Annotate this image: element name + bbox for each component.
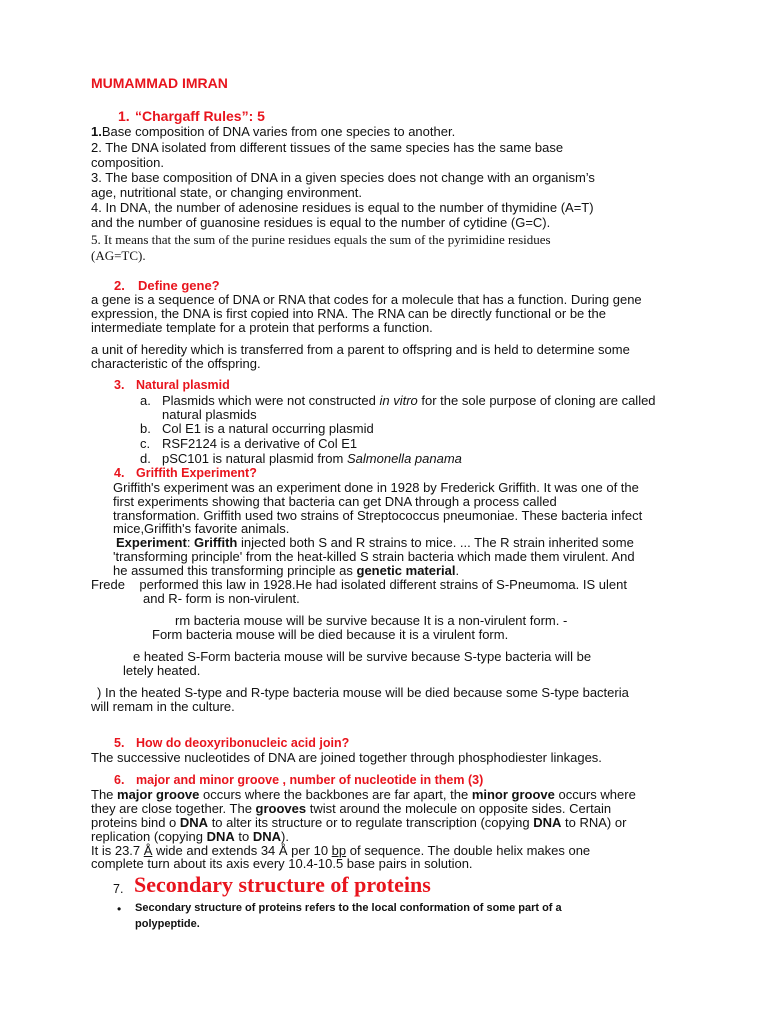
gene-definition-line-1: a gene is a sequence of DNA or RNA that codes for a molecule that has a function. During gene: [91, 292, 642, 307]
griffith-line-7-period: .: [455, 563, 460, 578]
groove-line-5-c: wide and extends 34 Å per 10: [152, 843, 332, 858]
groove-line-2-a: they are close together. The: [91, 801, 256, 816]
plasmid-item-a-text-cont: for the sole purpose of cloning are called: [417, 393, 656, 408]
dna-join-answer: The successive nucleotides of DNA are joined together through phosphodiester linkages.: [91, 750, 602, 765]
gene-definition-line-3: intermediate template for a protein that performs a function.: [91, 320, 433, 335]
chargaff-rule-1: [91, 125, 455, 140]
rule-1-text: Base composition of DNA varies from one species to another.: [101, 124, 456, 139]
griffith-line-7-text: he assumed this transforming principle as: [113, 563, 357, 578]
bp-unit: bp: [331, 843, 347, 858]
groove-line-5-a: It is 23.7: [91, 843, 144, 858]
griffith-line-2: first experiments showing that bacteria can get DNA through a process called: [113, 494, 557, 509]
dna-term: DNA: [252, 829, 282, 844]
dna-term: DNA: [206, 829, 235, 844]
gene-heredity-line-2: characteristic of the offspring.: [91, 356, 261, 371]
section-4-number: 4.: [114, 466, 125, 480]
section-2-heading: Define gene?: [138, 278, 220, 293]
dna-term: DNA: [533, 815, 562, 830]
gene-heredity-line-1: a unit of heredity which is transferred from a parent to offspring and is held to determine some: [91, 342, 630, 357]
list-marker-a: a.: [140, 393, 151, 408]
plasmid-item-a-line-2: natural plasmids: [162, 407, 257, 422]
experiment-colon: :: [186, 535, 195, 550]
chargaff-rule-3-line-2: age, nutritional state, or changing environment.: [91, 185, 363, 200]
griffith-line-1: Griffith's experiment was an experiment done in 1928 by Frederick Griffith. It was one of the: [113, 480, 639, 495]
chargaff-rule-4-line-1: 4. In DNA, the number of adenosine residues is equal to the number of thymidine (A=T): [91, 200, 594, 215]
secondary-structure-line-2: polypeptide.: [135, 918, 200, 930]
list-marker-c: c.: [140, 436, 151, 451]
frede-line-1: Frede performed this law in 1928.He had isolated different strains of S-Pneumoma. IS ulent: [91, 577, 627, 592]
section-1-number: 1.: [118, 108, 130, 124]
groove-line-5-e: of sequence. The double helix makes one: [346, 843, 591, 858]
angstrom-unit: Å: [143, 843, 153, 858]
section-6-heading: major and minor groove , number of nucleotide in them (3): [136, 773, 484, 787]
frede-line-8: will remam in the culture.: [91, 699, 235, 714]
experiment-text: injected both S and R strains to mice. ... The R strain inherited some: [237, 535, 634, 550]
in-vitro-term: in vitro: [379, 393, 418, 408]
groove-line-2-c: twist around the molecule on opposite sides. Certain: [306, 801, 612, 816]
experiment-label: Experiment: [116, 535, 187, 550]
frede-line-3: rm bacteria mouse will be survive because It is a non-virulent form. -: [175, 613, 568, 628]
secondary-structure-line-1: Secondary structure of proteins refers to the local conformation of some part of a: [135, 902, 562, 914]
frede-line-7: ) In the heated S-type and R-type bacteria mouse will be died because some S-type bacteria: [97, 685, 629, 700]
frede-line-5: e heated S-Form bacteria mouse will be survive because S-type bacteria will be: [133, 649, 592, 664]
list-marker-d: d.: [140, 451, 151, 466]
chargaff-rule-2-line-2: composition.: [91, 155, 164, 170]
rule-1-number: 1.: [91, 124, 102, 139]
section-5-number: 5.: [114, 736, 125, 750]
frede-line-6: letely heated.: [123, 663, 201, 678]
chargaff-rule-5-line-2: (AG=TC).: [91, 248, 146, 263]
gene-definition-line-2: expression, the DNA is first copied into RNA. The RNA can be directly functional or be the: [91, 306, 606, 321]
frede-line-2: and R- form is non-virulent.: [143, 591, 300, 606]
author-name: MUMAMMAD IMRAN: [91, 75, 228, 91]
groove-line-4-e: ).: [281, 829, 289, 844]
groove-line-3-a: proteins bind o: [91, 815, 180, 830]
section-6-number: 6.: [114, 773, 125, 787]
minor-groove-term: minor groove: [471, 787, 555, 802]
chargaff-rule-3-line-1: 3. The base composition of DNA in a given species does not change with an organism’s: [91, 170, 595, 185]
groove-line-1-c: occurs where the backbones are far apart, the: [199, 787, 472, 802]
groove-line-1-a: The: [91, 787, 118, 802]
salmonella-term: Salmonella panama: [346, 451, 462, 466]
chargaff-rule-5-line-1: 5. It means that the sum of the purine residues equals the sum of the pyrimidine residues: [91, 232, 551, 247]
section-2-number: 2.: [114, 278, 125, 293]
section-7-heading: Secondary structure of proteins: [134, 872, 431, 897]
dna-term: DNA: [179, 815, 209, 830]
section-5-heading: How do deoxyribonucleic acid join?: [136, 736, 350, 750]
plasmid-item-c: RSF2124 is a derivative of Col E1: [162, 436, 358, 451]
groove-line-6: complete turn about its axis every 10.4-10.5 base pairs in solution.: [91, 856, 473, 871]
bullet-icon: •: [117, 902, 122, 916]
section-3-heading: Natural plasmid: [136, 378, 230, 392]
genetic-material-term: genetic material: [356, 563, 456, 578]
groove-line-4-c: to: [234, 829, 253, 844]
list-marker-b: b.: [140, 421, 151, 436]
chargaff-rule-2-line-1: 2. The DNA isolated from different tissues of the same species has the same base: [91, 140, 564, 155]
plasmid-item-a-text: Plasmids which were not constructed: [162, 393, 380, 408]
plasmid-item-b: Col E1 is a natural occurring plasmid: [162, 421, 374, 436]
frede-line-4: Form bacteria mouse will be died because it is a virulent form.: [152, 627, 509, 642]
griffith-name: Griffith: [194, 535, 238, 550]
groove-line-3-c: to alter its structure or to regulate transcription (copying: [208, 815, 534, 830]
section-4-heading: Griffith Experiment?: [136, 466, 257, 480]
grooves-term: grooves: [255, 801, 307, 816]
griffith-line-3: transformation. Griffith used two strains of Streptococcus pneumoniae. These bacteria infect: [113, 508, 643, 523]
griffith-line-6: 'transforming principle' from the heat-killed S strain bacteria which made them virulent. And: [113, 549, 635, 564]
plasmid-item-d: [162, 452, 462, 467]
chargaff-rule-4-line-2: and the number of guanosine residues is equal to the number of cytidine (G=C).: [91, 215, 551, 230]
section-3-number: 3.: [114, 378, 125, 392]
section-1-heading: “Chargaff Rules”: 5: [135, 108, 265, 124]
groove-line-3-e: to RNA) or: [561, 815, 627, 830]
groove-line-4-a: replication (copying: [91, 829, 207, 844]
plasmid-item-d-text: pSC101 is natural plasmid from: [162, 451, 347, 466]
groove-line-1-e: occurs where: [554, 787, 636, 802]
griffith-line-4: mice,Griffith's favorite animals.: [113, 521, 290, 536]
major-groove-term: major groove: [117, 787, 200, 802]
section-7-number: 7.: [113, 882, 124, 896]
